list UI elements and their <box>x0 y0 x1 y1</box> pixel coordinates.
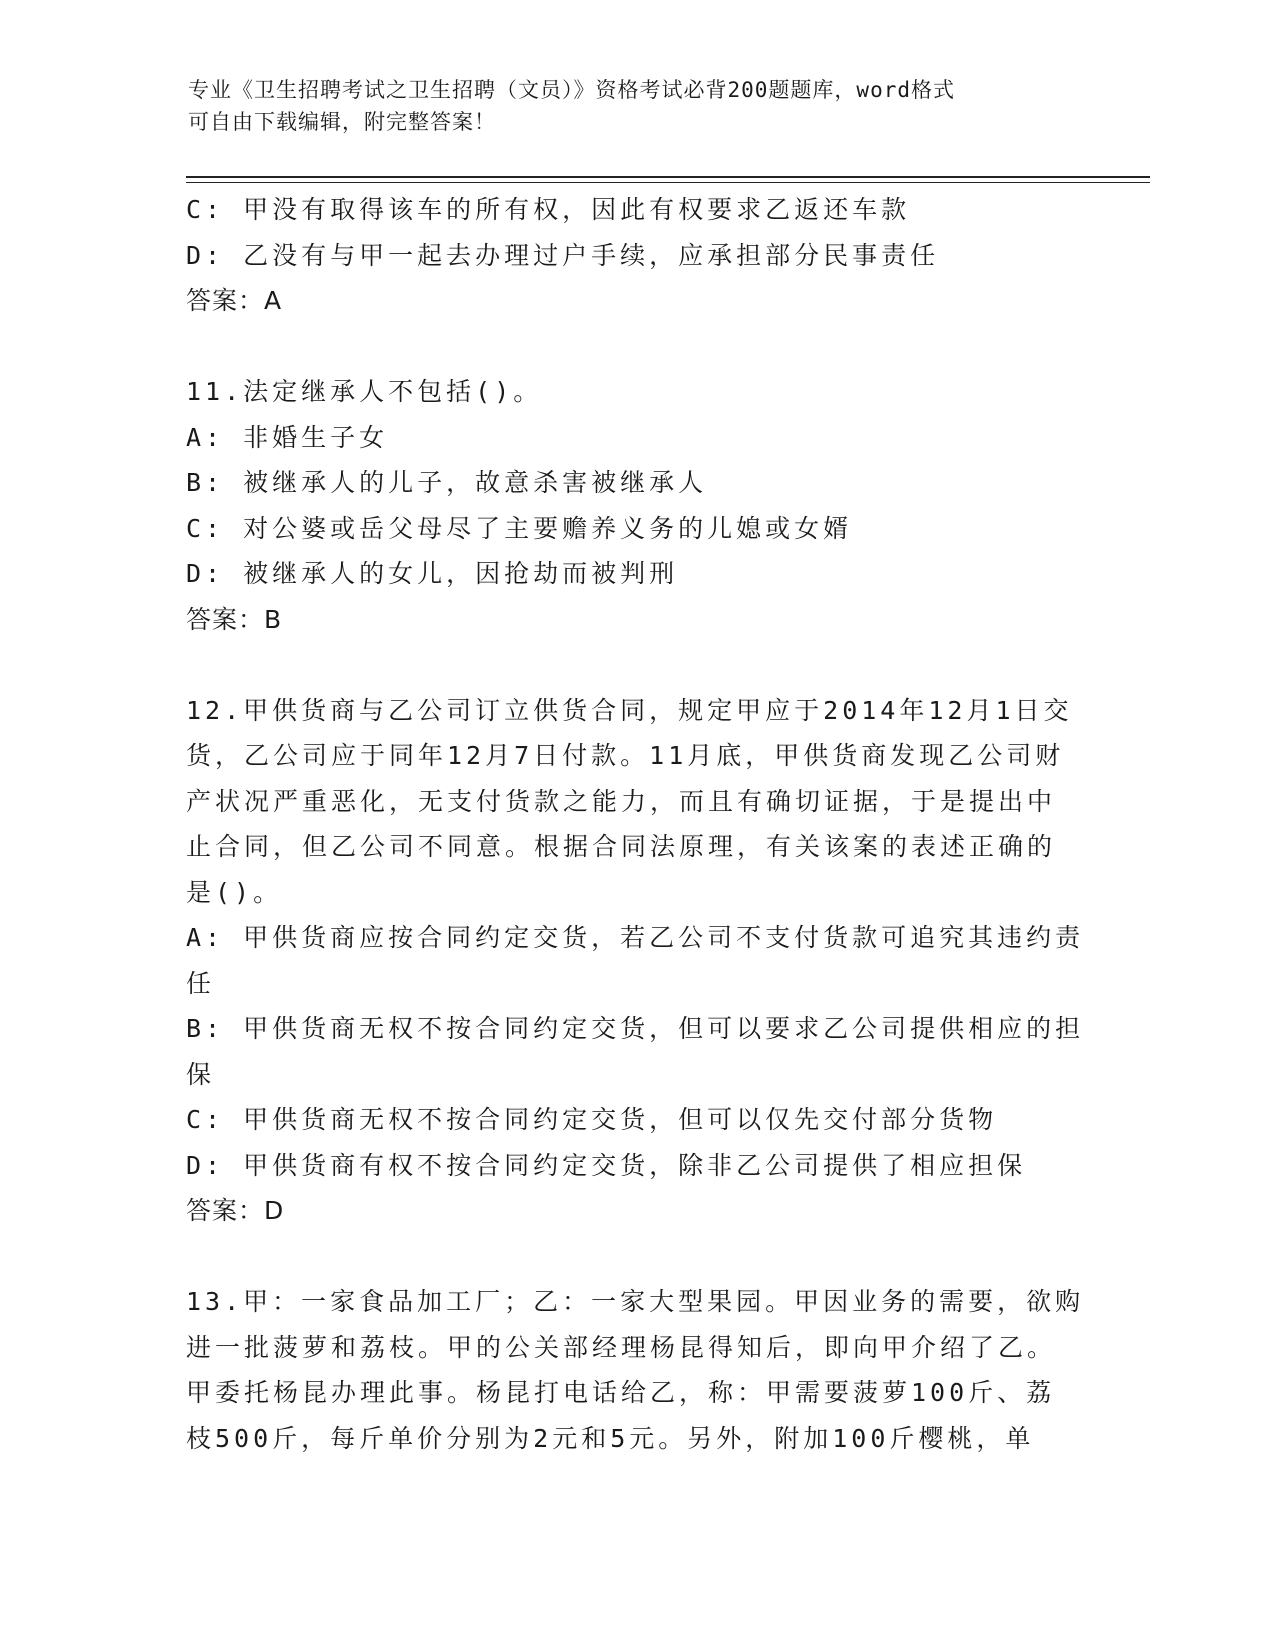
question-stem: 11.法定继承人不包括()。 <box>186 377 543 406</box>
question-stem-line: 12.甲供货商与乙公司订立供货合同，规定甲应于2014年12月1日交 <box>186 695 1073 725</box>
option-d: D: 甲供货商有权不按合同约定交货，除非乙公司提供了相应担保 <box>186 1150 1027 1180</box>
question-stem-line: 产状况严重恶化，无支付货款之能力，而且有确切证据，于是提出中 <box>186 786 1057 816</box>
option-b: B: 被继承人的儿子，故意杀害被继承人 <box>186 468 708 497</box>
answer: 答案：B <box>186 604 283 634</box>
question-stem-line: 枝500斤，每斤单价分别为2元和5元。另外，附加100斤樱桃，单 <box>186 1423 1035 1453</box>
option-c: C: 对公婆或岳父母尽了主要赡养义务的儿媳或女婿 <box>186 513 853 543</box>
option-c: C: 甲没有取得该车的所有权，因此有权要求乙返还车款 <box>186 195 911 224</box>
option-d: D: 被继承人的女儿，因抢劫而被判刑 <box>186 559 679 588</box>
question-stem-line: 货，乙公司应于同年12月7日付款。11月底，甲供货商发现乙公司财 <box>186 741 1065 770</box>
question-13 <box>186 1279 1086 1461</box>
option-a: A: 甲供货商应按合同约定交货，若乙公司不支付货款可追究其违约责 <box>186 923 1085 952</box>
document-header <box>188 74 1068 138</box>
option-b: B: 甲供货商无权不按合同约定交货，但可以要求乙公司提供相应的担 <box>186 1014 1085 1043</box>
option-d: D: 乙没有与甲一起去办理过户手续，应承担部分民事责任 <box>186 240 940 270</box>
question-12 <box>186 688 1086 1234</box>
question-stem-line: 是()。 <box>186 877 283 907</box>
header-line-1: 专业《卫生招聘考试之卫生招聘（文员）》资格考试必背200题题库，word格式 <box>188 78 955 102</box>
option-b-continued: 保 <box>186 1059 216 1089</box>
question-stem-line: 13.甲：一家食品加工厂；乙：一家大型果园。甲因业务的需要，欲购 <box>186 1287 1085 1316</box>
spacer <box>186 642 1086 688</box>
document-body <box>186 187 1086 1461</box>
answer: 答案：D <box>186 1196 285 1225</box>
option-c: C: 甲供货商无权不按合同约定交货，但可以仅先交付部分货物 <box>186 1105 998 1134</box>
question-stem-line: 进一批菠萝和荔枝。甲的公关部经理杨昆得知后，即向甲介绍了乙。 <box>186 1332 1057 1362</box>
question-stem-line: 止合同，但乙公司不同意。根据合同法原理，有关该案的表述正确的 <box>186 832 1057 861</box>
option-a-continued: 任 <box>186 968 216 998</box>
answer: 答案：A <box>186 286 283 315</box>
previous-question-tail <box>186 187 1086 324</box>
header-rule-thick <box>186 176 1150 178</box>
question-stem-line: 甲委托杨昆办理此事。杨昆打电话给乙，称：甲需要菠萝100斤、荔 <box>186 1378 1056 1407</box>
question-11 <box>186 369 1086 642</box>
spacer <box>186 1234 1086 1280</box>
header-rule-thin <box>186 182 1150 183</box>
spacer <box>186 324 1086 370</box>
header-line-2: 可自由下载编辑，附完整答案！ <box>188 110 496 134</box>
option-a: A: 非婚生子女 <box>186 422 389 452</box>
